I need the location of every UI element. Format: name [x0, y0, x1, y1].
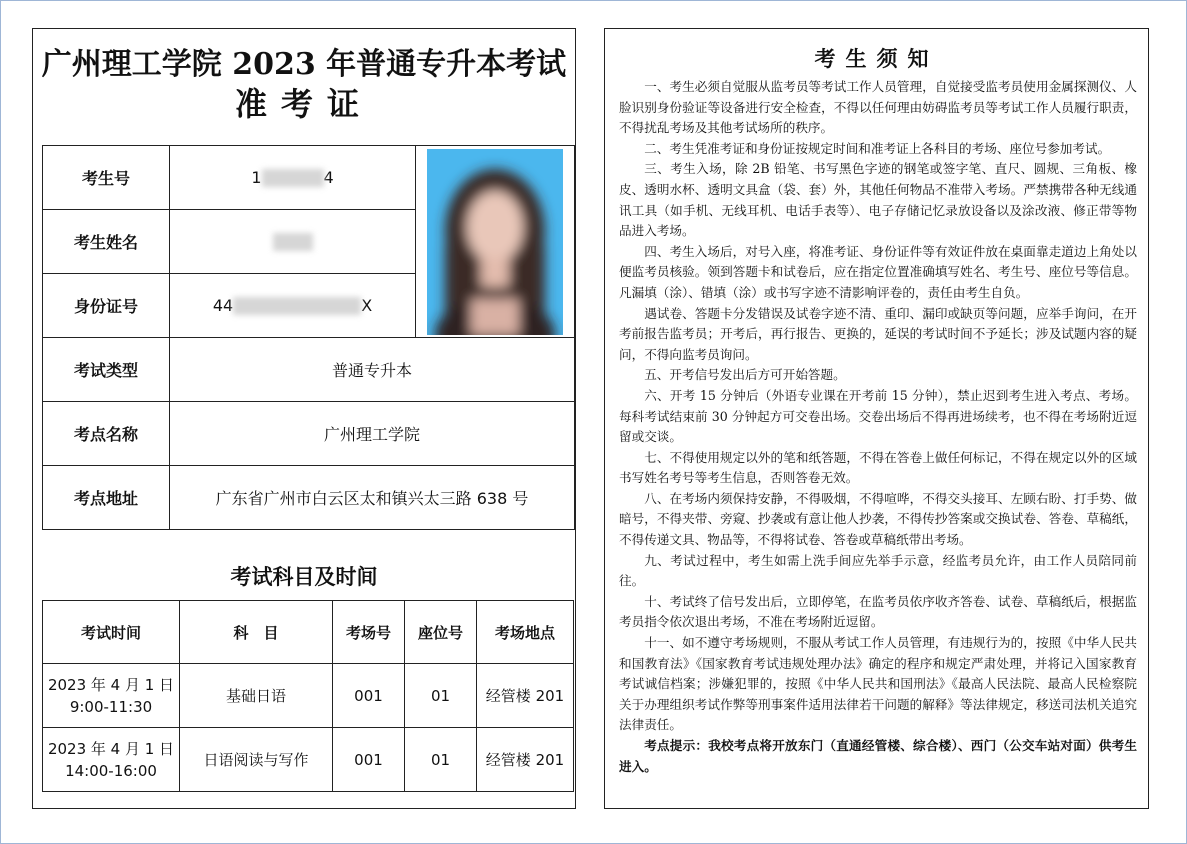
room-cell: 001 [333, 728, 405, 792]
notice-paragraph: 十一、如不遵守考场规则，不服从考试工作人员管理，有违规行为的，按照《中华人民共和国教育法》《国家教育考试违规处理办法》确定的程序和规定严肃处理，并将记入国家教育考试诚信档案；涉嫌犯罪的，按照《中华人民共和国刑法》《最高人民法院、最高人民检察院关于办理组织考试作弊等刑事案件适用法律若干问题的解释》等法律规定，移送司法机关追究法律责任。 [619, 635, 1137, 733]
site-address-label: 考点地址 [43, 466, 170, 530]
site-name-value: 广州理工学院 [170, 402, 575, 466]
notice-paragraph: 八、在考场内须保持安静，不得吸烟，不得喧哗，不得交头接耳、左顾右盼、打手势、做暗号，不得夹带、旁窥、抄袭或有意让他人抄袭，不得传抄答案或交换试卷、答卷、草稿纸，不得传递文具、物品等，不得将试卷、答卷或草稿纸带出考场。 [619, 490, 1137, 548]
redaction-blur [262, 169, 324, 187]
id-end: X [361, 295, 373, 315]
notice-paragraph: 十、考试终了信号发出后，立即停笔，在监考员依序收齐答卷、试卷、草稿纸后，根据监考员指令依次退出考场，不准在考场附近逗留。 [619, 593, 1137, 630]
name-label: 考生姓名 [43, 210, 170, 274]
ticket-title: 广州理工学院 2023 年普通专升本考试 [41, 47, 567, 82]
table-header-row [43, 601, 574, 664]
header-location: 考场地点 [477, 601, 574, 664]
site-address-value: 广东省广州市白云区太和镇兴太三路 638 号 [170, 466, 575, 530]
location-cell: 经管楼 201 [477, 728, 574, 792]
table-row [43, 338, 575, 402]
table-row [43, 664, 574, 728]
exam-type-value: 普通专升本 [170, 338, 575, 402]
photo-silhouette [427, 149, 563, 335]
notice-paragraph: 七、不得使用规定以外的笔和纸答题，不得在答卷上做任何标记，不得在规定以外的区域书写姓名考号等考生信息，否则答卷无效。 [619, 449, 1137, 486]
id-label: 身份证号 [43, 274, 170, 338]
notice-paragraph: 六、开考 15 分钟后（外语专业课在开考前 15 分钟），禁止迟到考生进入考点、考场。每科考试结束前 30 分钟起方可交卷出场。交卷出场后不得再进场续考，也不得在考场附近逗留或交谈。 [619, 387, 1137, 445]
subject-cell: 日语阅读与写作 [180, 728, 333, 792]
notice-paragraph: 五、开考信号发出后方可开始答题。 [644, 367, 846, 383]
notice-paragraph: 四、考生入场后，对号入座，将准考证、身份证件等有效证件放在桌面靠走道边上角处以便监考员核验。领到答题卡和试卷后，应在指定位置准确填写姓名、考生号、座位号等信息。凡漏填（涂）、错填（涂）或书写字迹不清影响评卷的，责任由考生自负。 [619, 243, 1137, 300]
notice-paragraph: 二、考生凭准考证和身份证按规定时间和准考证上各科目的考场、座位号参加考试。 [644, 140, 1111, 156]
seat-cell: 01 [405, 664, 477, 728]
notice-title: 考生须知 [814, 46, 939, 71]
notice-paragraph: 一、考生必须自觉服从监考员等考试工作人员管理，自觉接受监考员使用金属探测仪、人脸识别身份验证等设备进行安全检查，不得以任何理由妨碍监考员等考试工作人员履行职责，不得扰乱考场及其他考试场所的秩序。 [619, 79, 1137, 136]
exam-time: 14:00-16:00 [65, 761, 157, 780]
table-row [43, 728, 574, 792]
notice-paragraph: 三、考生入场，除 2B 铅笔、书写黑色字迹的钢笔或签字笔、直尺、圆规、三角板、橡皮、透明水杯、透明文具盒（袋、套）外，其他任何物品不准带入考场。严禁携带各种无线通讯工具（如手机、无线耳机、电话手表等）、电子存储记忆录放设备以及涂改液、修正带等物品进入考场。 [619, 161, 1137, 239]
exam-date: 2023 年 4 月 1 日 [47, 675, 175, 694]
notice-tip: 考点提示：我校考点将开放东门（直通经管楼、综合楼）、西门（公交车站对面）供考生进入。 [619, 738, 1137, 774]
table-row [43, 402, 575, 466]
candidate-no-label: 考生号 [43, 146, 170, 210]
candidate-photo [427, 149, 563, 335]
redaction-blur [273, 233, 313, 251]
id-start: 44 [212, 295, 234, 315]
redaction-blur [233, 297, 361, 315]
exam-date: 2023 年 4 月 1 日 [47, 739, 175, 758]
id-value [170, 274, 416, 338]
site-name-label: 考点名称 [43, 402, 170, 466]
notice-paragraph: 九、考试过程中，考生如需上洗手间应先举手示意，经监考员允许，由工作人员陪同前往。 [619, 552, 1137, 589]
subject-cell: 基础日语 [180, 664, 333, 728]
location-cell: 经管楼 201 [477, 664, 574, 728]
notice-body [619, 77, 1137, 777]
header-room: 考场号 [333, 601, 405, 664]
ticket-subtitle: 准考证 [234, 85, 373, 123]
table-row [43, 466, 575, 530]
name-value [170, 210, 416, 274]
exam-time-cell [43, 728, 180, 792]
header-exam-time: 考试时间 [43, 601, 180, 664]
schedule-title: 考试科目及时间 [230, 565, 378, 589]
exam-type-label: 考试类型 [43, 338, 170, 402]
header-subject: 科 目 [180, 601, 333, 664]
table-row [43, 146, 575, 210]
photo-cell [416, 146, 575, 338]
header-seat: 座位号 [405, 601, 477, 664]
candidate-no-start: 1 [251, 167, 262, 187]
candidate-info-table [42, 145, 575, 530]
candidate-notice-panel [604, 28, 1149, 809]
exam-time-cell [43, 664, 180, 728]
exam-schedule-table [42, 600, 574, 792]
candidate-no-value [170, 146, 416, 210]
admission-ticket-panel [32, 28, 576, 809]
exam-time: 9:00-11:30 [69, 697, 153, 716]
notice-paragraph: 遇试卷、答题卡分发错误及试卷字迹不清、重印、漏印或缺页等问题，应举手询问，在开考前报告监考员；开考后，再行报告、更换的，延误的考试时间不予延长；涉及试题内容的疑问，不得向监考员询问。 [619, 305, 1137, 362]
room-cell: 001 [333, 664, 405, 728]
candidate-no-end: 4 [323, 167, 334, 187]
seat-cell: 01 [405, 728, 477, 792]
